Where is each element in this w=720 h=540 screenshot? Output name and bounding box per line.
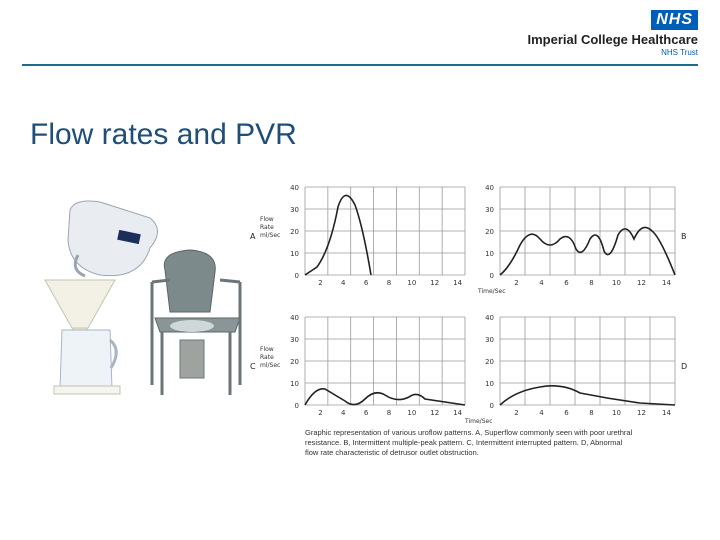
- y-axis-label: Rate: [260, 224, 274, 231]
- y-tick-label: 30: [290, 206, 299, 214]
- x-tick-label: 14: [453, 279, 463, 287]
- x-tick-label: 4: [539, 279, 544, 287]
- x-tick-label: 10: [407, 279, 417, 287]
- uroflow-panel-c: [250, 314, 493, 425]
- x-tick-label: 2: [514, 409, 519, 417]
- y-tick-label: 30: [485, 206, 494, 214]
- flow-curve: [500, 386, 675, 405]
- uroflow-pattern-charts: [250, 175, 690, 465]
- x-tick-label: 12: [637, 409, 646, 417]
- figure-caption: Graphic representation of various uroflow patterns. A, Superflow commonly seen with poor urethral resistance. B, Intermittent multiple-peak pattern. C, Intermittent interrupted pattern. D, Abnormal flow rate characteristic of detrusor outlet obstruction.: [305, 428, 633, 457]
- flow-curve: [500, 227, 675, 275]
- flow-curve: [305, 389, 465, 405]
- x-tick-label: 6: [564, 409, 569, 417]
- x-tick-label: 14: [662, 409, 671, 417]
- x-tick-label: 4: [341, 409, 346, 417]
- y-tick-label: 10: [290, 250, 299, 258]
- panel-letter: B: [681, 232, 687, 241]
- nhs-trust-logo: [518, 10, 698, 57]
- uroflow-panel-a: [250, 184, 465, 287]
- x-tick-label: 12: [430, 409, 440, 417]
- y-axis-label: Rate: [260, 354, 274, 361]
- x-axis-label: Time/Sec: [478, 288, 506, 295]
- slide-title: Flow rates and PVR: [30, 118, 297, 151]
- x-tick-label: 14: [662, 279, 671, 287]
- y-tick-label: 40: [290, 314, 299, 322]
- trust-name: NHS Trust: [661, 48, 698, 57]
- commode-chair: [152, 250, 240, 395]
- x-axis-label: Time/Sec: [465, 418, 493, 425]
- x-tick-label: 4: [539, 409, 544, 417]
- x-tick-label: 6: [363, 279, 369, 287]
- panel-letter: C: [250, 362, 256, 371]
- measuring-jug: [54, 330, 120, 394]
- x-tick-label: 12: [430, 279, 440, 287]
- y-tick-label: 0: [294, 402, 299, 410]
- y-tick-label: 30: [485, 336, 494, 344]
- x-tick-label: 2: [318, 279, 323, 287]
- x-tick-label: 12: [637, 279, 646, 287]
- x-tick-label: 8: [386, 409, 392, 417]
- y-axis-label: ml/Sec: [260, 232, 281, 239]
- x-tick-label: 8: [386, 279, 392, 287]
- x-tick-label: 4: [341, 279, 346, 287]
- y-axis-label: Flow: [260, 216, 274, 223]
- x-tick-label: 2: [318, 409, 323, 417]
- x-tick-label: 10: [612, 409, 621, 417]
- y-tick-label: 10: [485, 250, 494, 258]
- nhs-logo: NHS: [651, 10, 698, 30]
- panel-letter: D: [681, 362, 688, 371]
- y-tick-label: 0: [489, 402, 494, 410]
- header-divider: [22, 64, 698, 66]
- y-tick-label: 20: [290, 228, 299, 236]
- flow-curve: [305, 195, 371, 275]
- y-tick-label: 20: [290, 358, 299, 366]
- organisation-name: Imperial College Healthcare: [527, 32, 698, 47]
- flowmeter-device: [68, 201, 158, 276]
- x-tick-label: 2: [514, 279, 519, 287]
- y-tick-label: 40: [290, 184, 299, 192]
- x-tick-label: 8: [589, 279, 594, 287]
- panel-letter: A: [250, 232, 256, 241]
- uroflowmeter-commode-picture: [40, 180, 275, 410]
- x-tick-label: 10: [407, 409, 417, 417]
- y-tick-label: 20: [485, 358, 494, 366]
- y-axis-label: ml/Sec: [260, 362, 281, 369]
- y-tick-label: 40: [485, 314, 494, 322]
- y-tick-label: 10: [485, 380, 494, 388]
- y-tick-label: 20: [485, 228, 494, 236]
- y-axis-label: Flow: [260, 346, 274, 353]
- y-tick-label: 0: [294, 272, 299, 280]
- y-tick-label: 0: [489, 272, 494, 280]
- funnel: [45, 280, 115, 336]
- x-tick-label: 10: [612, 279, 621, 287]
- x-tick-label: 6: [363, 409, 369, 417]
- uroflow-panel-b: [477, 184, 687, 295]
- y-tick-label: 30: [290, 336, 299, 344]
- x-tick-label: 14: [453, 409, 463, 417]
- uroflow-panel-d: [485, 314, 687, 417]
- y-tick-label: 10: [290, 380, 299, 388]
- x-tick-label: 6: [564, 279, 569, 287]
- x-tick-label: 8: [589, 409, 594, 417]
- y-tick-label: 40: [485, 184, 494, 192]
